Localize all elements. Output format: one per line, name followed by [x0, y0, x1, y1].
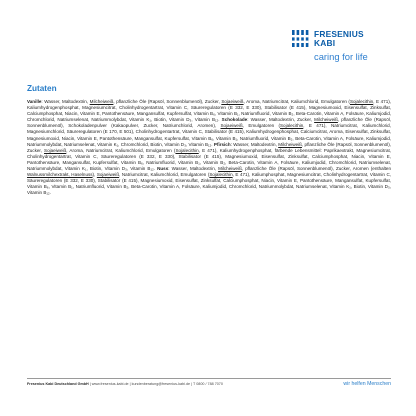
- footer-email: kundenberatung@fresenius-kabi.de: [131, 382, 191, 386]
- ingredient-text: , pflanzliche Öle (Rapsöl, Sonnenblumenöl), Zucker, Aromen (enthalten: [241, 166, 391, 172]
- ingredient-text: , Aroma, Natriumcitrat, Kaliumchlorid, Emulgatoren (: [243, 99, 350, 104]
- ingredients-text: [27, 99, 391, 197]
- ingredient-text: , pflanzliche Öle (Rapsöl, Sonnenblumenöl), Zucker,: [27, 141, 391, 153]
- allergen-text: Sojaeiweiß: [96, 172, 120, 178]
- allergen-text: Sojaeiweiß: [221, 99, 244, 104]
- ingredient-text: : Wasser, Maltodextrin, Zucker,: [247, 117, 315, 123]
- footer-separator: |: [128, 382, 132, 386]
- footer-slogan: wir helfen Menschen: [343, 381, 391, 387]
- allergen-text: Milcheiweiß: [218, 166, 242, 172]
- product-variant-label: Schokolade: [221, 117, 248, 123]
- product-variant-label: Vanille: [27, 99, 42, 104]
- ingredient-text: , E 471), Kaliumhydrogenphosphat, Magnesiumcitrat, Cholinhydrogentartrat, Vitamin C, Säureregulatoren (E 332, E 330), Stabilisator (E 415), Magnesiumoxid, Eisensulfat, Zinksulfat, Calciumphosphat, Niacin, Vitamin E, Pantothensäure, Mangansulfat, Kupfersulfat, Vitamin B₆, Vitamin B₁, Natriumfluorid, Vitamin B₂, Beta-Carotin, Vitamin A, Folsäure, Kaliumjodid, Chromchlorid, Natriumselenat, Natriummolybdat, Vitamin K₁, Biotin, Vitamin D₃, Vitamin B₁₂.: [27, 99, 391, 123]
- allergen-text: Walnussmilchextrakt, Haselnuss: [27, 172, 93, 178]
- footer-separator: |: [88, 382, 92, 386]
- ingredient-text: , Aroma, Natriumcitrat, Kaliumchlorid, Emulgatoren (: [66, 147, 176, 153]
- logo-line1: FRESENIUS: [314, 29, 364, 39]
- footer-contact: [27, 382, 223, 386]
- logo-line2: KABI: [314, 38, 336, 48]
- product-variant-label: Nuss: [157, 166, 169, 172]
- ingredient-text: , E 471), Kaliumphosphat, Magnesiumcitrat, Cholinhydrogentartrat, Vitamin C, Säureregulatoren (E 332, E 330), Stabilisator (E 415), Magnesiumoxid, Eisensulfat, Zinksulfat, Calciumphosphat, Niacin, Vitamin E, Pantothensäure, Mangansulfat, Kupfersulfat, Vitamin B₆, Vitamin B₁, Natriumfluorid, Vitamin B₂, Beta-Carotin, Vitamin A, Folsäure, Kaliumjodid, Chromchlorid, Natriummolybdat, Natriumselenat, Vitamin K₁, Biotin, Vitamin D₃, Vitamin B₁₂.: [27, 172, 392, 196]
- ingredient-text: : Wasser, Maltodextrin,: [41, 99, 90, 104]
- ingredient-text: , pflanzliche Öle (Rapsöl, Sonnenblumenöl), Zucker,: [113, 99, 222, 104]
- footer-company: Fresenius Kabi Deutschland GmbH: [27, 382, 89, 386]
- section-heading: Zutaten: [27, 84, 57, 93]
- fresenius-kabi-bars-icon: [292, 30, 309, 47]
- ingredient-text: ),: [92, 172, 97, 178]
- logo-tagline: caring for life: [314, 51, 368, 62]
- ingredient-text: , E 471), Kaliumhydrogenphosphat, färbende Lebensmittel: Paprikaextrakt, Magnesiumcitrat, Cholinhydrogentartrat, Vitamin C, Säureregulatoren (E 332, E 330), Stabilisator (E 415), Magnesiumoxid, Eisensulfat, Zinksulfat, Calciumphosphat, Niacin, Vitamin E, Pantothensäure, Mangansulfat, Kupfersulfat, Vitamin B₆, Natriumfluorid, Vitamin B₁, Vitamin B₂, Beta-Carotin, Vitamin A, Folsäure, Kaliumjodid, Chromchlorid, Natriumselenat, Natriummolybdat, Vitamin K₁, Biotin, Vitamin D₃, Vitamin B₁₂.: [27, 147, 391, 172]
- ingredient-text: , Natriumcitrat, Kaliumchlorid, Emulgatoren (: [119, 172, 210, 178]
- company-logo: [292, 30, 396, 82]
- allergen-text: Sojalecithin: [175, 147, 199, 153]
- allergen-text: Sojaeiweiß: [44, 147, 67, 153]
- footer-separator: |: [190, 382, 194, 386]
- allergen-text: Milcheiweiß: [89, 99, 114, 104]
- allergen-text: Sojalecithin: [280, 123, 304, 129]
- allergen-text: Sojalecithin: [209, 172, 233, 178]
- footer-divider: [27, 378, 391, 379]
- allergen-text: Milcheiweiß: [278, 141, 302, 147]
- logo-wordmark: [314, 30, 364, 48]
- footer-website: www.fresenius-kabi.de: [91, 382, 129, 386]
- product-variant-label: Pfirsich: [213, 141, 231, 147]
- ingredient-text: , E 471), Natriumcitrat, Kaliumchlorid, Magnesiumchlorid, Säureregulatoren (E 170, E 501), Cholinhydrogentartrat, Vitamin C, Stabilisator (E 415), Kaliumhydrogenphosphat, Calciumcitrat, Aroma, Eisensulfat, Zinksulfat, Magnesiumoxid, Niacin, Vitamin E, Pantothensäure, Mangansulfat, Kupfersulfat, Vitamin B₆, Vitamin B₁, Natriumfluorid, Vitamin B₂, Beta-Carotin, Vitamin A, Folsäure, Kaliumjodid, Natriummolybdat, Natriumselenat, Vitamin K₁, Chromchlorid, Biotin, Vitamin D₃, Vitamin B₁₂.: [27, 123, 391, 147]
- allergen-text: Sojaeiweiß: [220, 123, 243, 129]
- ingredient-text: : Wasser, Maltodextrin,: [168, 166, 219, 172]
- allergen-text: Milcheiweiß: [314, 117, 338, 123]
- ingredient-text: , pflanzliche Öle (Rapsöl, Sonnenblumenöl), Schokoladenpulver (Kakaopulver, Zucker, Natriumchlorid, Aromen),: [27, 117, 392, 129]
- footer-phone: T 0800 / 788 7070: [193, 382, 223, 386]
- allergen-text: Sojalecithin: [349, 99, 374, 104]
- ingredient-text: : Wasser, Maltodextrin,: [230, 141, 279, 147]
- ingredient-text: , Emulgatoren (: [242, 123, 281, 129]
